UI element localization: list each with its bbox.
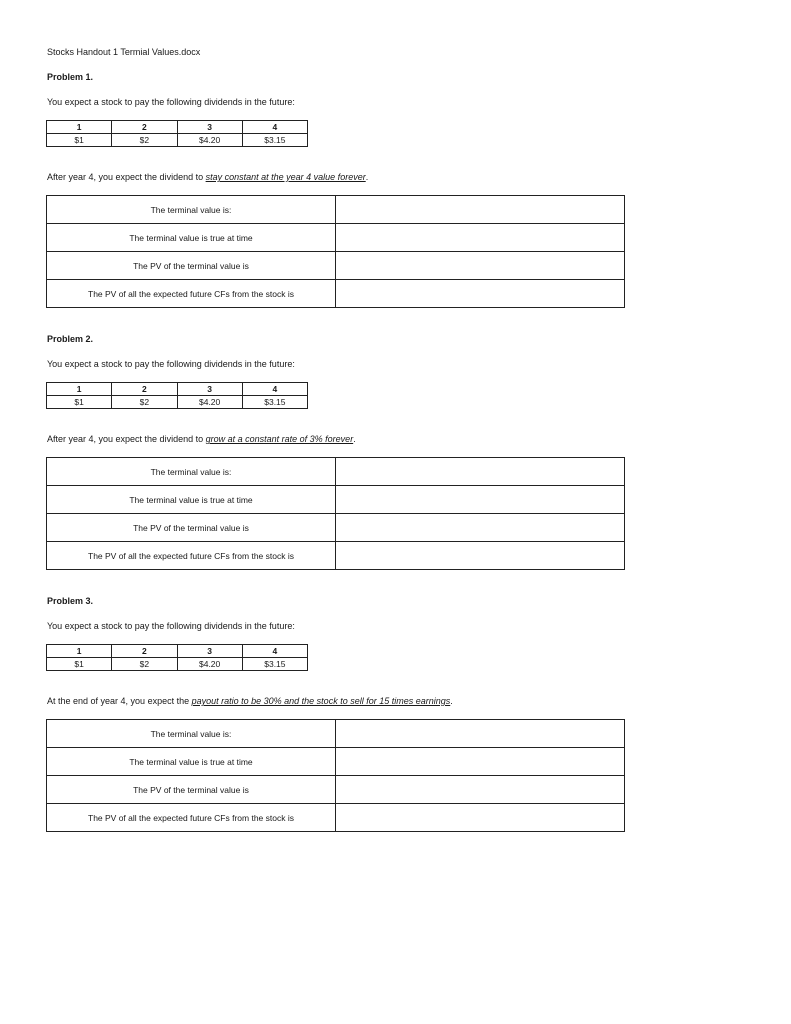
year-cell: 2 [112,121,177,134]
question-cell: The terminal value is true at time [47,748,336,776]
answer-row [47,804,625,832]
dividend-cell: $1 [47,134,112,147]
problem-intro: You expect a stock to pay the following dividends in the future: [47,621,295,631]
dividend-cell: $2 [112,396,177,409]
answer-cell[interactable] [336,748,625,776]
assumption-text [47,434,356,444]
answer-row [47,280,625,308]
question-cell: The PV of the terminal value is [47,252,336,280]
question-cell: The terminal value is: [47,196,336,224]
problem-title: Problem 1. [47,72,94,82]
year-cell: 3 [177,121,242,134]
dividend-cell: $4.20 [177,658,242,671]
assumption-prefix: At the end of year 4, you expect the [47,696,192,706]
dividend-values-row [47,396,308,409]
answer-cell[interactable] [336,280,625,308]
answer-row [47,196,625,224]
answer-cell[interactable] [336,458,625,486]
question-cell: The PV of all the expected future CFs from the stock is [47,542,336,570]
dividend-cell: $4.20 [177,396,242,409]
answer-row [47,252,625,280]
assumption-text [47,696,453,706]
year-cell: 1 [47,121,112,134]
answer-cell[interactable] [336,776,625,804]
year-cell: 1 [47,383,112,396]
answer-cell[interactable] [336,804,625,832]
question-cell: The terminal value is true at time [47,486,336,514]
dividend-table [46,382,308,409]
answer-table [46,457,625,570]
assumption-text [47,172,368,182]
answer-row [47,514,625,542]
answer-row [47,458,625,486]
dividend-cell: $3.15 [242,134,307,147]
assumption-prefix: After year 4, you expect the dividend to [47,434,206,444]
year-cell: 3 [177,383,242,396]
dividend-values-row [47,134,308,147]
dividend-table [46,120,308,147]
answer-cell[interactable] [336,720,625,748]
dividend-cell: $4.20 [177,134,242,147]
problem-title: Problem 2. [47,334,94,344]
answer-row [47,776,625,804]
answer-table [46,719,625,832]
answer-cell[interactable] [336,514,625,542]
answer-cell[interactable] [336,252,625,280]
dividend-years-row [47,383,308,396]
year-cell: 4 [242,645,307,658]
dividend-cell: $2 [112,658,177,671]
assumption-suffix: . [450,696,453,706]
assumption-emphasis: grow at a constant rate of 3% forever [205,434,354,444]
question-cell: The terminal value is: [47,720,336,748]
assumption-emphasis: payout ratio to be 30% and the stock to sell for 15 times earnings [191,696,451,706]
dividend-table [46,644,308,671]
answer-row [47,224,625,252]
dividend-years-row [47,645,308,658]
question-cell: The PV of all the expected future CFs from the stock is [47,280,336,308]
answer-row [47,486,625,514]
answer-row [47,720,625,748]
dividend-cell: $1 [47,658,112,671]
dividend-cell: $2 [112,134,177,147]
year-cell: 4 [242,383,307,396]
document-title: Stocks Handout 1 Termial Values.docx [47,47,201,57]
year-cell: 2 [112,383,177,396]
answer-cell[interactable] [336,196,625,224]
problem-title: Problem 3. [47,596,94,606]
assumption-prefix: After year 4, you expect the dividend to [47,172,206,182]
dividend-years-row [47,121,308,134]
problem-intro: You expect a stock to pay the following dividends in the future: [47,359,295,369]
answer-cell[interactable] [336,542,625,570]
assumption-suffix: . [365,172,369,182]
dividend-cell: $3.15 [242,396,307,409]
problem-intro: You expect a stock to pay the following dividends in the future: [47,97,295,107]
question-cell: The terminal value is: [47,458,336,486]
answer-cell[interactable] [336,224,625,252]
assumption-suffix: . [353,434,356,444]
answer-row [47,748,625,776]
answer-table [46,195,625,308]
year-cell: 1 [47,645,112,658]
question-cell: The PV of all the expected future CFs from the stock is [47,804,336,832]
question-cell: The PV of the terminal value is [47,776,336,804]
answer-cell[interactable] [336,486,625,514]
question-cell: The terminal value is true at time [47,224,336,252]
year-cell: 3 [177,645,242,658]
dividend-values-row [47,658,308,671]
assumption-emphasis: stay constant at the year 4 value forever [205,172,366,182]
year-cell: 4 [242,121,307,134]
answer-row [47,542,625,570]
dividend-cell: $3.15 [242,658,307,671]
question-cell: The PV of the terminal value is [47,514,336,542]
year-cell: 2 [112,645,177,658]
dividend-cell: $1 [47,396,112,409]
